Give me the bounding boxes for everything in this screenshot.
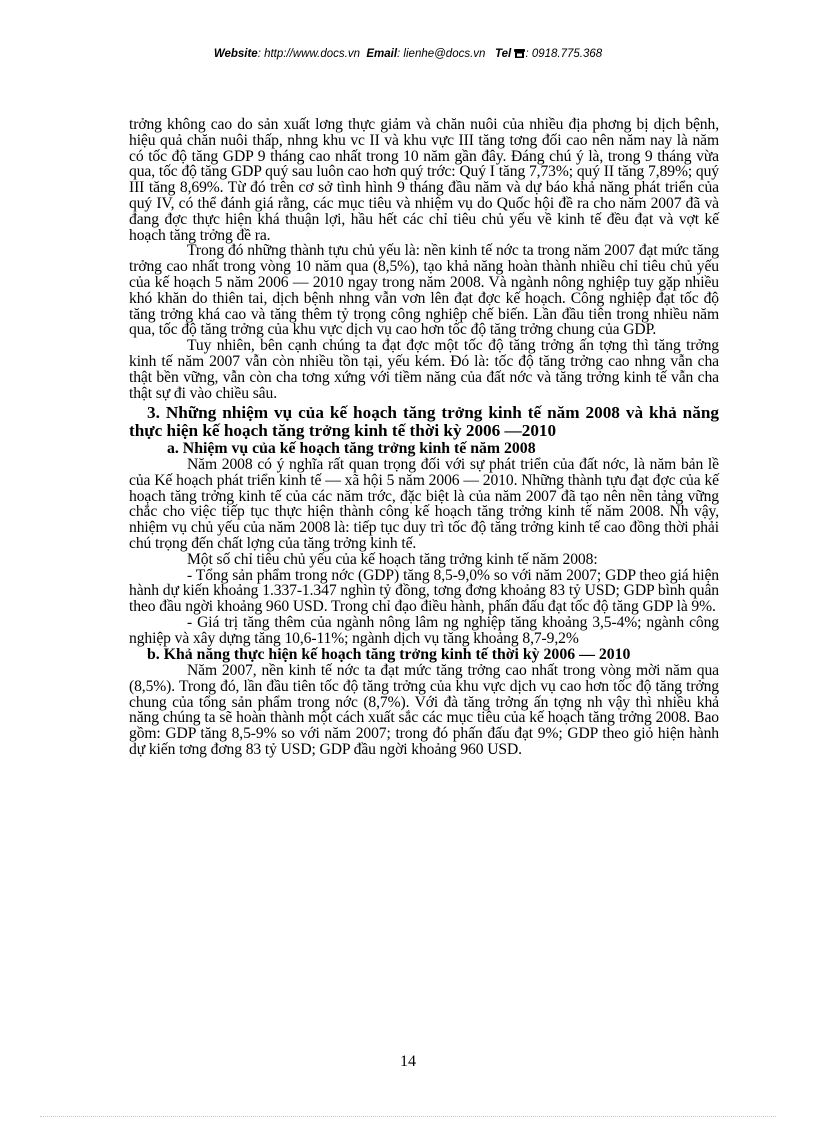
subheading-b: b. Khả năng thực hiện kế hoạch tăng trởng kinh tế thời kỳ 2006 — 2010 [147, 645, 631, 663]
tel-value: : 0918.775.368 [525, 48, 603, 60]
section-heading-3: 3. Những nhiệm vụ của kế hoạch tăng trởng kinh tế năm 2008 và khả năng thực hiện kế hoạch tăng trởng kinh tế thời kỳ 2006 —2010 [129, 403, 719, 441]
website-label: Website [213, 48, 258, 60]
footer-divider [40, 1116, 776, 1117]
paragraph-5: Một số chỉ tiêu chủ yếu của kế hoạch tăng trởng kinh tế năm 2008: [187, 550, 598, 568]
phone-icon [514, 48, 525, 61]
phone-icon-glyph [514, 48, 525, 58]
tel-label: Tel [495, 48, 512, 60]
bullet-sectors: - Giá trị tăng thêm của ngành nông lâm ng nghiệp tăng khoảng 3,5-4%; ngành công nghiệp và xây dựng tăng 10,6-11%; ngành dịch vụ tăng khoảng 8,7-9,2% [129, 613, 719, 647]
paragraph-4: Năm 2008 có ý nghĩa rất quan trọng đối với sự phát triển của đất nớc, là năm bản lề của Kế hoạch phát triển kinh tế — xã hội 5 năm 2006 — 2010. Những thành tựu đạt đợc của kế hoạch tăng trởng kinh tế của các năm trớc, đặc biệt là của năm 2007 đã tạo nên nền tảng vững chắc cho việc tiếp tục thực hiện thành công kế hoạch tăng trởng kinh tế năm 2008. Nh vậy, nhiệm vụ chủ yếu của năm 2008 là: tiếp tục duy trì tốc độ tăng trởng kinh tế cao đồng thời phải chú trọng đến chất lợng của tăng trởng kinh tế. [129, 455, 719, 552]
subheading-a: a. Nhiệm vụ của kế hoạch tăng trởng kinh tế năm 2008 [167, 439, 536, 457]
paragraph-2: Trong đó những thành tựu chủ yếu là: nền kinh tế nớc ta trong năm 2007 đạt mức tăng trởng cao nhất trong vòng 10 năm qua (8,5%), tạo khả năng hoàn thành nhiều chỉ tiêu chủ yếu của kế hoạch 5 năm 2006 — 2010 ngay trong năm 2008. Và ngành nông nghiệp tuy gặp nhiều khó khăn do thiên tai, dịch bệnh nhng vẫn vơn lên đạt đợc kế hoạch. Công nghiệp đạt tốc độ tăng trởng khá cao và tăng thêm tỷ trọng công nghiệp chế biến. Lần đầu tiên trong nhiều năm qua, tốc độ tăng trởng của khu vực dịch vụ cao hơn tốc độ tăng trởng chung của GDP. [129, 242, 719, 339]
page-header [0, 48, 816, 61]
page-number: 14 [400, 1053, 416, 1070]
paragraph-1: trởng không cao do sản xuất lơng thực giảm và chăn nuôi của nhiều địa phơng bị dịch bệnh, hiệu quả chăn nuôi thấp, nhng khu vc II và khu vực III tăng tơng đối cao nên năm nay là năm có tốc độ tăng GDP 9 tháng cao nhất trong 10 năm gần đây. Đáng chú ý là, trong 9 tháng vừa qua, tốc độ tăng GDP quý sau luôn cao hơn quý trớc: Quý I tăng 7,73%; quý II tăng 7,89%; quý III tăng 8,69%. Từ đó trên cơ sở tình hình 9 tháng đầu năm và dự báo khả năng phát triển của quý IV, có thể đánh giá rằng, các mục tiêu và nhiệm vụ do Quốc hội đề ra cho năm 2007 đã và đang đợc thực hiện khá thuận lợi, hầu hết các chỉ tiêu chủ yếu về kinh tế đều đạt và vợt kế hoạch tăng trởng đề ra. [129, 116, 719, 244]
email-label: Email [366, 48, 398, 60]
paragraph-3: Tuy nhiên, bên cạnh chúng ta đạt đợc một tốc độ tăng trởng ấn tợng thì tăng trởng kinh tế năm 2007 vẫn còn nhiều tồn tại, yếu kém. Đó là: tốc độ tăng trởng cao nhng vẫn cha thật bền vững, vẫn còn cha tơng xứng với tiềm năng của đất nớc và tăng trởng kinh tế vẫn cha thật sự đi vào chiều sâu. [129, 337, 719, 402]
website-value[interactable]: : http://www.docs.vn [257, 48, 360, 60]
paragraph-8: Năm 2007, nền kinh tế nớc ta đạt mức tăng trởng cao nhất trong vòng mời năm qua (8,5%). Trong đó, lần đầu tiên tốc độ tăng trởng của khu vực dịch vụ cao hơn tốc độ tăng trởng chung của tổng sản phẩm trong nớc (8,7%). Với đà tăng trởng ấn tợng nh vậy thì nhiều khả năng chúng ta sẽ hoàn thành một cách xuất sắc các mục tiêu của kế hoạch tăng trởng 2008. Bao gồm: GDP tăng 8,5-9% so với năm 2007; trong đó phấn đấu đạt 9%; GDP theo giỏ hiện hành dự kiến tơng đơng 83 tỷ USD; GDP đầu ngời khoảng 960 USD. [129, 662, 719, 759]
email-value[interactable]: : lienhe@docs.vn [397, 48, 486, 60]
bullet-gdp: - Tổng sản phẩm trong nớc (GDP) tăng 8,5-9,0% so với năm 2007; GDP theo giá hiện hành dự kiến khoảng 1.337-1.347 nghìn tỷ đồng, tơng đơng khoảng 83 tỷ USD; GDP bình quân theo đầu ngời khoảng 960 USD. Trong chỉ đạo điều hành, phấn đấu đạt tốc độ tăng GDP là 9%. [129, 566, 719, 616]
document-body [129, 117, 719, 758]
